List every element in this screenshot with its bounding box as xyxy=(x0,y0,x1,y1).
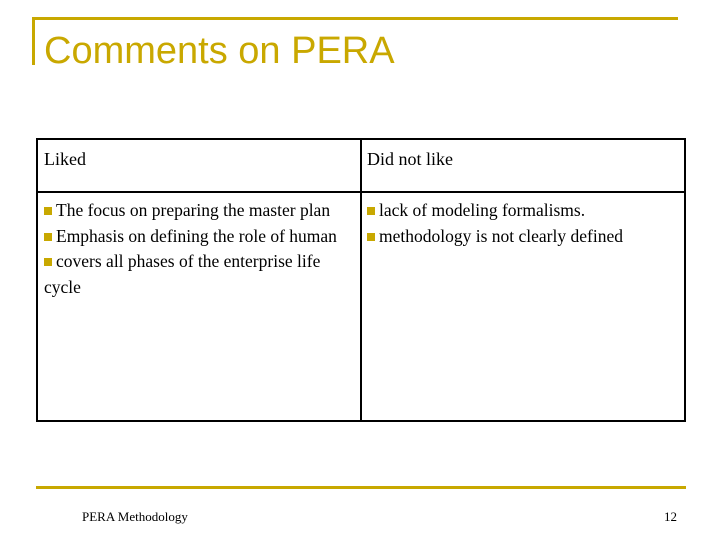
liked-item xyxy=(44,224,344,250)
footer-rule xyxy=(36,486,686,489)
title-frame-top-rule xyxy=(32,17,678,20)
liked-item xyxy=(44,198,344,224)
disliked-item-text: lack of modeling formalisms. xyxy=(379,200,586,220)
square-bullet-icon xyxy=(44,207,52,215)
column-divider xyxy=(360,140,362,420)
title-frame-left-rule xyxy=(32,17,35,65)
liked-item-text: covers all phases of the enterprise life cycle xyxy=(44,251,321,297)
square-bullet-icon xyxy=(367,233,375,241)
square-bullet-icon xyxy=(44,258,52,266)
square-bullet-icon xyxy=(367,207,375,215)
square-bullet-icon xyxy=(44,233,52,241)
comments-table xyxy=(36,138,686,422)
footer-title: PERA Methodology xyxy=(82,509,188,524)
disliked-item-text: methodology is not clearly defined xyxy=(379,225,623,246)
liked-list xyxy=(44,198,344,300)
disliked-list xyxy=(367,198,687,249)
disliked-item xyxy=(367,224,687,250)
liked-item xyxy=(44,249,344,300)
liked-item-text: The focus on preparing the master plan xyxy=(56,200,331,220)
disliked-item xyxy=(367,198,687,224)
slide-title: Comments on PERA xyxy=(44,30,395,72)
liked-item-text: Emphasis on defining the role of human xyxy=(56,225,337,246)
header-disliked: Did not like xyxy=(367,149,453,169)
page-number: 12 xyxy=(664,509,677,524)
header-liked: Liked xyxy=(44,149,86,169)
